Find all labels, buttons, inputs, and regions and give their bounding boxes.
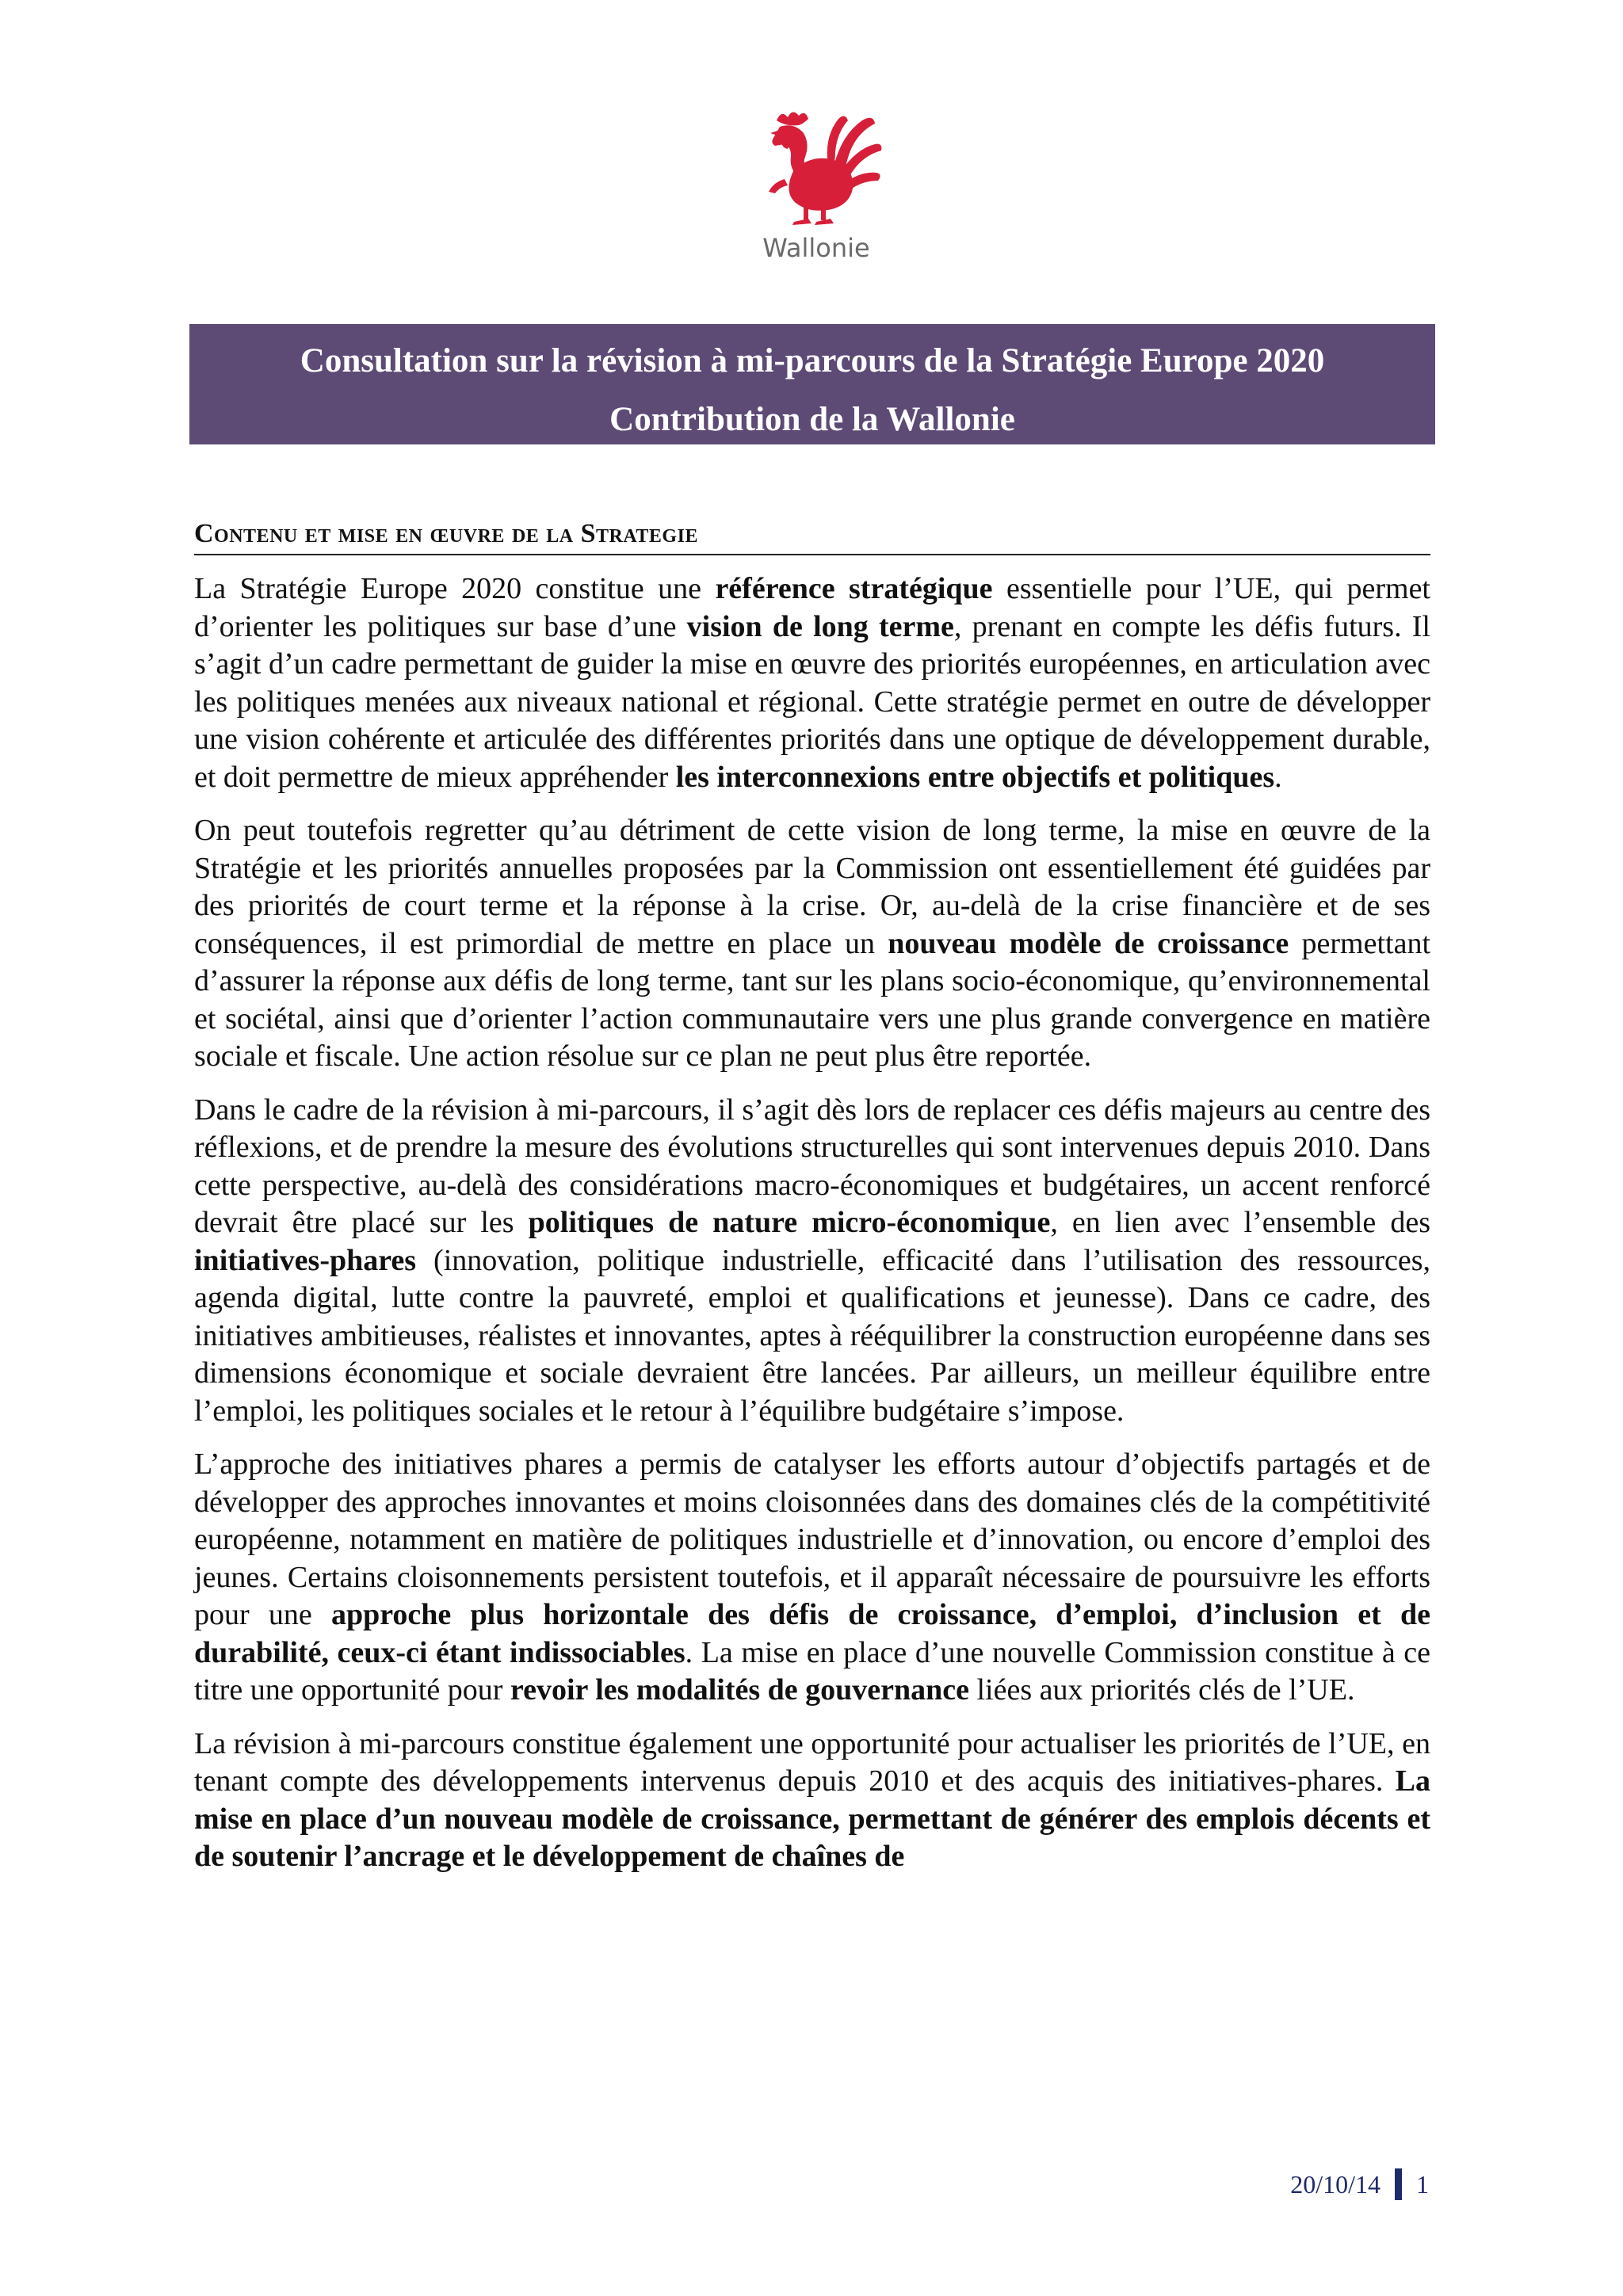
bold-text: revoir les modalités de gouvernance xyxy=(510,1673,969,1707)
text-run: Dans le cadre de la révision à mi-parcours, il s’agit dès lors de replacer ces défis majeurs au centre des réflexions, et de prendre la mesure des évolutions structurelles qui sont intervenues depuis 2010. Dans cette perspective, au-delà des considérations macro-économiques et budgétaires, un accent renforcé devrait être placé sur les xyxy=(194,1093,1430,1239)
text-run: . La mise en place d’une nouvelle Commission constitue à ce titre une opportunité pour xyxy=(194,1635,1430,1707)
bold-text: La mise en place d’un nouveau modèle de croissance, permettant de générer des emplois décents et de soutenir l’ancrage et le développement de chaînes de xyxy=(194,1764,1430,1873)
text-run: On peut toutefois regretter qu’au détriment de cette vision de long terme, la mise en œuvre de la Stratégie et les priorités annuelles proposées par la Commission ont essentiellement été guidées par des priorités de court terme et la réponse à la crise. Or, au-delà de la crise financière et de ses conséquences, il est primordial de mettre en place un xyxy=(194,814,1430,960)
body-text xyxy=(194,570,1430,1892)
document-title: Consultation sur la révision à mi-parcours de la Stratégie Europe 2020 xyxy=(300,342,1325,379)
wallonie-logo xyxy=(745,103,888,273)
bold-text: référence stratégique xyxy=(715,572,993,605)
text-run: La révision à mi-parcours constitue également une opportunité pour actualiser les priorités de l’UE, en tenant compte des développements intervenus depuis 2010 et des acquis des initiatives-phares. xyxy=(194,1726,1430,1798)
paragraph-3 xyxy=(194,1092,1430,1431)
text-run: essentielle pour l’UE, qui permet d’orienter les politiques sur base d’une xyxy=(194,572,1430,643)
logo-text: Wallonie xyxy=(762,233,870,263)
rooster-icon xyxy=(745,103,888,230)
document-subtitle: Contribution de la Wallonie xyxy=(609,401,1015,438)
text-run: permettant d’assurer la réponse aux défis de long terme, tant sur les plans socio-économique, qu’environnemental et sociétal, ainsi que d’orienter l’action communautaire vers une plus grande convergence en matière sociale et fiscale. Une action résolue sur ce plan ne peut plus être reportée. xyxy=(194,926,1430,1073)
page-number: 1 xyxy=(1416,2169,1429,2199)
text-run: . xyxy=(1274,760,1282,794)
text-run: L’approche des initiatives phares a permis de catalyser les efforts autour d’objectifs partagés et de développer des approches innovantes et moins cloisonnées dans des domaines clés de la compétitivité européenne, notamment en matière de politiques industrielle et d’innovation, ou encore d’emploi des jeunes. Certains cloisonnements persistent toutefois, et il apparaît nécessaire de poursuivre les efforts pour une xyxy=(194,1447,1430,1631)
section-heading: Contenu et mise en œuvre de la Strategie xyxy=(194,519,1430,555)
text-run: (innovation, politique industrielle, efficacité dans l’utilisation des ressources, agenda digital, lutte contre la pauvreté, emploi et qualifications et jeunesse). Dans ce cadre, des initiatives ambitieuses, réalistes et innovantes, aptes à rééquilibrer la construction européenne dans ses dimensions économique et sociale devraient être lancées. Par ailleurs, un meilleur équilibre entre l’emploi, les politiques sociales et le retour à l’équilibre budgétaire s’impose. xyxy=(194,1243,1430,1428)
bold-text: vision de long terme xyxy=(686,609,954,643)
text-run: , prenant en compte les défis futurs. Il s’agit d’un cadre permettant de guider la mise en œuvre des priorités européennes, en articulation avec les politiques menées aux niveaux national et régional. Cette stratégie permet en outre de développer une vision cohérente et articulée des différentes priorités dans une optique de développement durable, et doit permettre de mieux appréhender xyxy=(194,609,1430,794)
title-banner xyxy=(189,324,1435,444)
bold-text: politiques de nature micro-économique xyxy=(528,1206,1051,1239)
text-run: , en lien avec l’ensemble des xyxy=(1050,1206,1430,1239)
bold-text: les interconnexions entre objectifs et politiques xyxy=(675,760,1275,794)
bold-text: approche plus horizontale des défis de croissance, d’emploi, d’inclusion et de durabilité, ceux-ci étant indissociables xyxy=(194,1598,1430,1669)
page-footer xyxy=(1290,2168,1429,2200)
paragraph-5 xyxy=(194,1726,1430,1876)
text-run: La Stratégie Europe 2020 constitue une xyxy=(194,572,716,605)
bold-text: nouveau modèle de croissance xyxy=(888,926,1289,960)
paragraph-4 xyxy=(194,1446,1430,1710)
paragraph-1 xyxy=(194,570,1430,796)
text-run: liées aux priorités clés de l’UE. xyxy=(969,1673,1355,1707)
paragraph-2 xyxy=(194,812,1430,1076)
bold-text: initiatives-phares xyxy=(194,1243,417,1277)
footer-separator xyxy=(1395,2168,1402,2200)
footer-date: 20/10/14 xyxy=(1290,2169,1381,2199)
